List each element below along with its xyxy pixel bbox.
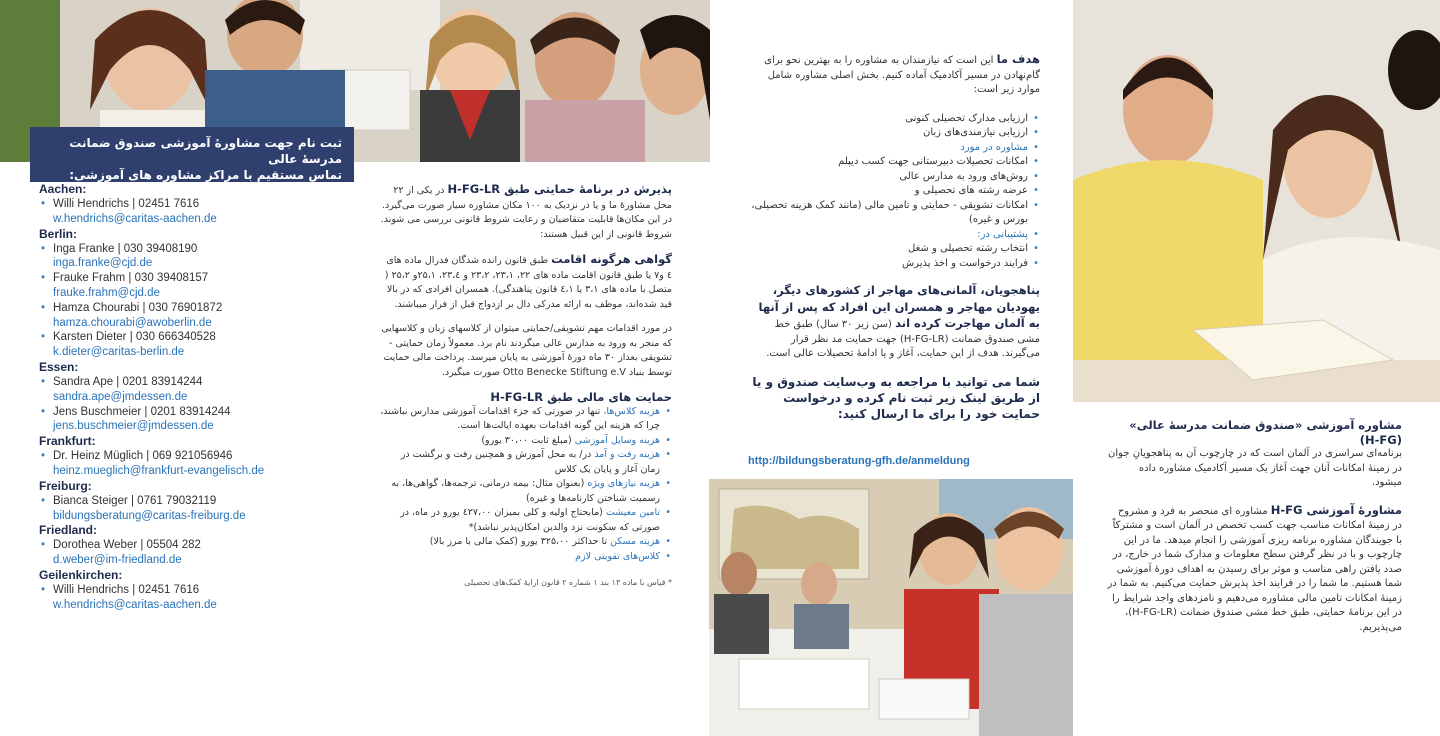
counseling-section — [1106, 503, 1402, 636]
goal-subitem: • امکانات تحصیلات دبیرستانی جهت کسب دیپلم — [750, 155, 1040, 170]
admission-body: در یکی از ۲۲ محل مشاورهٔ ما و یا در نزدیک به ۱۰۰ مکان مشاوره سیار صورت می‌گیرد. در این مکان‌ها قابلیت متقاضیان و رعایت شروط قانونی بررسی می شوند. شروط قانونی از این قبیل هستند: — [380, 185, 672, 240]
contact-person: • Dr. Heinz Müglich | 069 921056946 — [39, 449, 369, 464]
contact-city-group — [39, 182, 369, 227]
goal-subitem: • انتخاب رشته تحصیلی و شغل — [750, 242, 1040, 257]
residence-title: گواهی هرگونه اقامت — [551, 252, 672, 266]
counseling-body: مشاوره ای منحصر به فرد و مشروح در زمینهٔ امکانات مناسب جهت کسب تخصص در آلمان است و مشترکاً با جویندگان مشاوره برنامه ریزی آموزشی را انجام میدهد. ما در این چارچوب و با در نظر گرفتن سطح معلومات و مدارک شما در خارج، در صدد یافتن راهی مناسب و موثر برای رسیدن به اهداف دورهٔ آموزشی شما هستیم. ما شما را در فرایند اخذ پذیرش حمایت می‌کنیم. به شما در زمینهٔ امکانات تامین مالی مشاوره می‌دهیم و نامزدهای واجد شرایط را در این برنامهٔ حمایتی، طبق خط مشی صندوق ضمانت (H-FG-LR)، می‌پذیریم. — [1107, 505, 1402, 633]
contact-email-link[interactable]: w.hendrichs@caritas-aachen.de — [53, 598, 217, 611]
counseling-title: مشاورهٔ آموزشی H-FG — [1270, 502, 1402, 517]
goal-list — [750, 112, 1040, 272]
city-name: Freiburg: — [39, 478, 92, 493]
city-name: Frankfurt: — [39, 434, 96, 449]
goal-text: این است که نیازمندان به مشاوره را به بهترین نحو برای گام‌نهادن در مسیر آکادمیک آماده کنیم. بخش اصلی مشاوره شامل موارد زیر است: — [764, 55, 1040, 95]
contact-city-group — [39, 360, 369, 434]
city-name: Berlin: — [39, 226, 78, 241]
admission-section — [380, 182, 672, 242]
contact-email-link[interactable]: k.dieter@caritas-berlin.de — [53, 346, 185, 359]
financial-item — [380, 405, 672, 434]
admission-panel — [380, 182, 672, 591]
goal-item-heading: • پشتیبانی در: — [750, 228, 1040, 243]
financial-item — [380, 506, 672, 535]
contact-person: • Dorothea Weber | 05504 282 — [39, 538, 369, 553]
financial-item-text: تنها در صورتی که جزء اقدامات آموزشی مدارس نباشند، چرا که هزینه این گونه اقدامات بعهده ایالت‌ها است. — [380, 405, 660, 431]
goal-item: • ارزیابی مدارک تحصیلی کنونی — [750, 112, 1040, 127]
registration-link[interactable]: http://bildungsberatung-gfh.de/anmeldung — [748, 455, 970, 467]
contact-city-group — [39, 479, 369, 524]
goal-item-heading: • مشاوره در مورد — [750, 141, 1040, 156]
students-studying-photo — [1073, 0, 1440, 402]
financial-item-label: کلاس‌های تقویتی لازم — [575, 550, 660, 562]
program-body: برنامه‌ای سراسری در آلمان است که در چارچوب آن به پناهجویانِ جوان در زمینهٔ امکانات آنان جهت آغاز یک مسیر آکادمیک مشاوره داده میشود. — [1108, 448, 1402, 488]
classroom-photo — [709, 479, 1073, 736]
contact-person: • Frauke Frahm | 030 39408157 — [39, 271, 369, 286]
residence-body: طبق قانون رانده شدگان فدرال ماده های ٤ و۷ یا طبق قانون اقامت ماده های ۲۲، ۲۳،۱، ۲۳،۲ و ۲۳،٤، ۲۵،۱و ۲۵،۲ ( متصل با ماده های ۳،۱ یا ٤،۱ قانون پناهندگی). همسران افرادی که در بالا قید شده‌اند، موظف به ارائه مدرکی دال بر ازدواج قبل از فرار میباشند. — [384, 255, 672, 310]
goal-subitem: • روش‌های ورود به مدارس عالی — [750, 170, 1040, 185]
contact-email-link[interactable]: heinz.mueglich@frankfurt-evangelisch.de — [53, 464, 265, 477]
financial-item-text: (مابحتاج اولیه و کلی بمیزان ٤۲۷،۰۰ یورو در ماه، در صورتی که سکونت نزد والدین امکان‌پذیر نباشد)* — [400, 507, 660, 533]
financial-item-text: (بعنوان مثال: بیمه درمانی، ترجمه‌ها، گواهی‌ها، به رسمیت شناختن کارنامه‌ها و غیره) — [391, 478, 660, 504]
banner-line-2: تماس مستقیم با مراکز مشاوره های آموزشی: — [69, 168, 342, 182]
city-name: Friedland: — [39, 523, 98, 538]
goal-panel — [750, 52, 1040, 422]
contact-list — [39, 182, 369, 613]
footnote: * قیاس با ماده ۱۳ بند ۱ شماره ۲ قانون ارایهٔ کمک‌های تحصیلی — [464, 578, 672, 587]
contact-email-link[interactable]: jens.buschmeier@jmdessen.de — [53, 420, 214, 433]
contact-person: • Jens Buschmeier | 0201 83914244 — [39, 405, 369, 420]
financial-item-label: هزینه کلاس‌ها، — [603, 405, 660, 417]
financial-item-label: هزینه وسایل آموزشی — [574, 434, 660, 446]
contact-email-link[interactable]: bildungsberatung@caritas-freiburg.de — [53, 509, 246, 522]
financial-title: حمایت های مالی طبق H-FG-LR — [490, 390, 672, 404]
contact-person: • Willi Hendrichs | 02451 7616 — [39, 583, 369, 598]
city-name: Geilenkirchen: — [39, 567, 123, 582]
contact-city-group — [39, 568, 369, 613]
financial-item — [380, 448, 672, 477]
contact-person: • Hamza Chourabi | 030 76901872 — [39, 301, 369, 316]
registration-banner — [30, 127, 354, 182]
financial-list — [380, 405, 672, 565]
financial-item — [380, 477, 672, 506]
goal-label: هدف ما — [996, 52, 1040, 66]
contact-email-link[interactable]: inga.franke@cjd.de — [53, 257, 153, 270]
contact-email-link[interactable]: hamza.chourabi@awoberlin.de — [53, 316, 212, 329]
goal-item: • ارزیابی نیازمندی‌های زبان — [750, 126, 1040, 141]
contact-email-link[interactable]: d.weber@im-friedland.de — [53, 554, 182, 567]
admission-title: پذیرش در برنامهٔ حمایتی طبق H-FG-LR — [447, 182, 672, 196]
contact-person: • Karsten Dieter | 030 666340528 — [39, 330, 369, 345]
goal-subitem: • فرایند درخواست و اخذ پذیرش — [750, 257, 1040, 272]
contact-city-group — [39, 523, 369, 568]
financial-item-label: هزینه مسکن — [610, 536, 660, 547]
financial-item — [380, 550, 672, 565]
contact-city-group — [39, 434, 369, 479]
city-name: Essen: — [39, 359, 79, 374]
target-group-text: (سن زیر ۳۰ سال) طبق خط مشی صندوق ضمانت (H-FG-LR) جهت حمایت مد نظر قرار می‌گیرند. هدف از این حمایت، آغاز و یا ادامهٔ تحصیلات عالی است. — [766, 319, 1040, 359]
contact-email-link[interactable]: sandra.ape@jmdessen.de — [53, 390, 188, 403]
contact-email-link[interactable]: w.hendrichs@caritas-aachen.de — [53, 212, 217, 225]
program-title: مشاوره آموزشی «صندوق ضمانت مدرسهٔ عالی» (H-FG) — [1129, 418, 1402, 447]
measures-paragraph: در مورد اقدامات مهم تشویقی/حمایتی میتوان از کلاسهای زبان و کلاسهایی که منجر به ورود به مدارس عالی میگردند نام برد. معمولاً زمان حمایتی - تشویقی بعداز ۳۰ ماه دورهٔ آموزشی به پایان میرسد. پرداخت مالی حمایت توسط بنیاد Otto Benecke Stiftung e.V صورت میگیرد. — [381, 323, 672, 378]
target-group-section — [750, 283, 1040, 362]
program-info-panel — [1106, 418, 1402, 647]
contact-person: • Inga Franke | 030 39408190 — [39, 242, 369, 257]
city-name: Aachen: — [39, 182, 87, 196]
contact-person: • Bianca Steiger | 0761 79032119 — [39, 494, 369, 509]
contact-person: • Willi Hendrichs | 02451 7616 — [39, 197, 369, 212]
goal-intro — [750, 52, 1040, 98]
target-group-title: پناهجویان، آلمانی‌های مهاجر از کشورهای دیگر، یهودیان مهاجر و همسران این افراد که پس از آنها به آلمان مهاجرت کرده اند — [758, 283, 1040, 330]
financial-item-text: در/ به محل آموزش و همچنین رفت و برگشت در زمان آغاز و پایان یک کلاس — [400, 449, 660, 475]
residence-section — [380, 252, 672, 312]
goal-subitem: • امکانات تشویقی - حمایتی و تامین مالی (مانند کمک هزینه تحصیلی، بورس و غیره) — [750, 199, 1040, 228]
banner-line-1: ثبت نام جهت مشاورهٔ آموزشی صندوق ضمانت مدرسهٔ عالی — [69, 136, 342, 166]
goal-subitem: • عرضه رشته های تحصیلی و — [750, 184, 1040, 199]
contact-city-group — [39, 227, 369, 360]
financial-item-label: هزینه رفت و آمد — [594, 449, 660, 460]
program-section — [1106, 418, 1402, 491]
financial-item-label: تامین معیشت — [605, 507, 660, 518]
financial-item-text: تا حداکثر ۳۲۵،۰۰ یورو (کمک مالی با مرز بالا) — [429, 536, 608, 547]
financial-item — [380, 434, 672, 449]
financial-item — [380, 535, 672, 550]
contact-person: • Sandra Ape | 0201 83914244 — [39, 375, 369, 390]
registration-cta: شما می توانید با مراجعه به وب‌سایت صندوق و یا از طریق لینک زیر ثبت نام کرده و درخواست حمایت خود را برای ما ارسال کنید: — [752, 374, 1040, 421]
financial-item-text: (مبلغ ثابت ۳۰،۰۰ یورو) — [481, 434, 572, 446]
financial-item-label: هزینه نیازهای ویژه — [587, 478, 660, 489]
contact-email-link[interactable]: frauke.frahm@cjd.de — [53, 286, 160, 299]
